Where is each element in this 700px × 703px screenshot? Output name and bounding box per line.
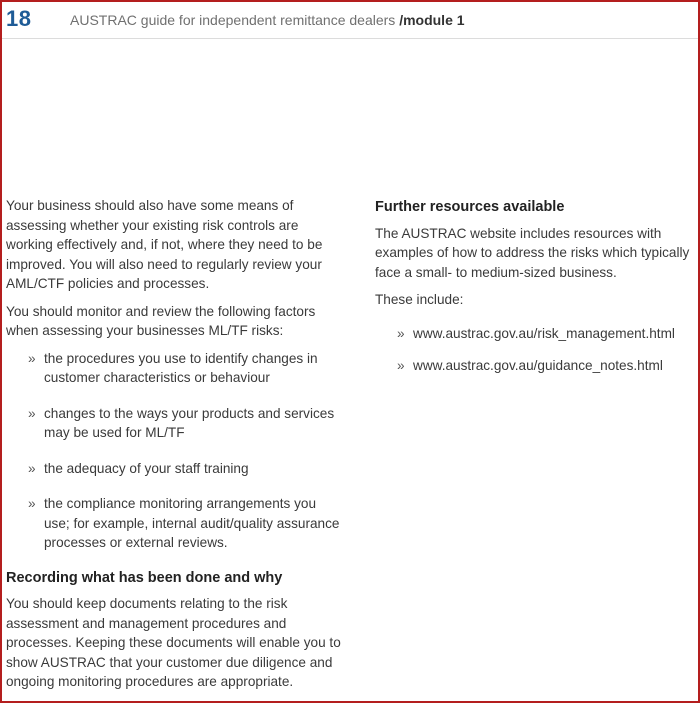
paragraph-risk-controls: Your business should also have some means of assessing whether your existing risk controls are working effectively and, if not, where they need to be improved. You will also need to regularly review your AML/CTF policies and processes. [6, 198, 323, 291]
bullet-chevron-icon: » [397, 325, 405, 341]
list-item [375, 356, 700, 376]
page-number: 18 [6, 6, 32, 31]
bullet-chevron-icon: » [28, 350, 36, 366]
section-heading-resources: Further resources available [375, 199, 565, 215]
list-item-text: the adequacy of your staff training [44, 460, 249, 476]
bullet-chevron-icon: » [397, 358, 405, 373]
paragraph-keep-documents: You should keep documents relating to the risk assessment and management procedures and processes. Keeping these documents will enable you to show AUSTRAC that your customer due diligence and ongoing monitoring procedures are appropriate. [6, 596, 341, 689]
list-item-text: changes to the ways your products and services may be used for ML/TF [44, 405, 335, 440]
list-item [6, 459, 344, 479]
list-item [6, 404, 344, 443]
paragraph-monitor-review: You should monitor and review the following factors when assessing your businesses ML/TF risks: [6, 303, 316, 338]
factors-list [6, 349, 344, 553]
paragraph-website-resources: The AUSTRAC website includes resources with examples of how to address the risks which typically face a small- to medium-sized business. [375, 225, 690, 280]
header-divider [2, 38, 698, 39]
running-head-module: /module 1 [399, 12, 465, 28]
list-item-text: the compliance monitoring arrangements you use; for example, internal audit/quality assurance processes or external reviews. [44, 496, 340, 550]
section-heading-recording: Recording what has been done and why [6, 569, 283, 586]
list-item [375, 324, 700, 344]
list-item [6, 494, 344, 553]
bullet-chevron-icon: » [28, 496, 36, 511]
bullet-chevron-icon: » [28, 405, 36, 421]
bullet-chevron-icon: » [28, 460, 36, 476]
resource-links-list [375, 324, 700, 376]
left-column [6, 196, 344, 700]
list-item-text: the procedures you use to identify changes in customer characteristics or behaviour [44, 350, 318, 385]
running-head-title: AUSTRAC guide for independent remittance dealers [70, 12, 396, 28]
guidance-notes-link[interactable]: www.austrac.gov.au/guidance_notes.html [413, 358, 663, 373]
right-column [375, 198, 700, 389]
risk-management-link[interactable]: www.austrac.gov.au/risk_management.html [413, 325, 675, 341]
paragraph-these-include: These include: [375, 292, 464, 307]
running-head [70, 12, 465, 28]
list-item [6, 349, 344, 388]
